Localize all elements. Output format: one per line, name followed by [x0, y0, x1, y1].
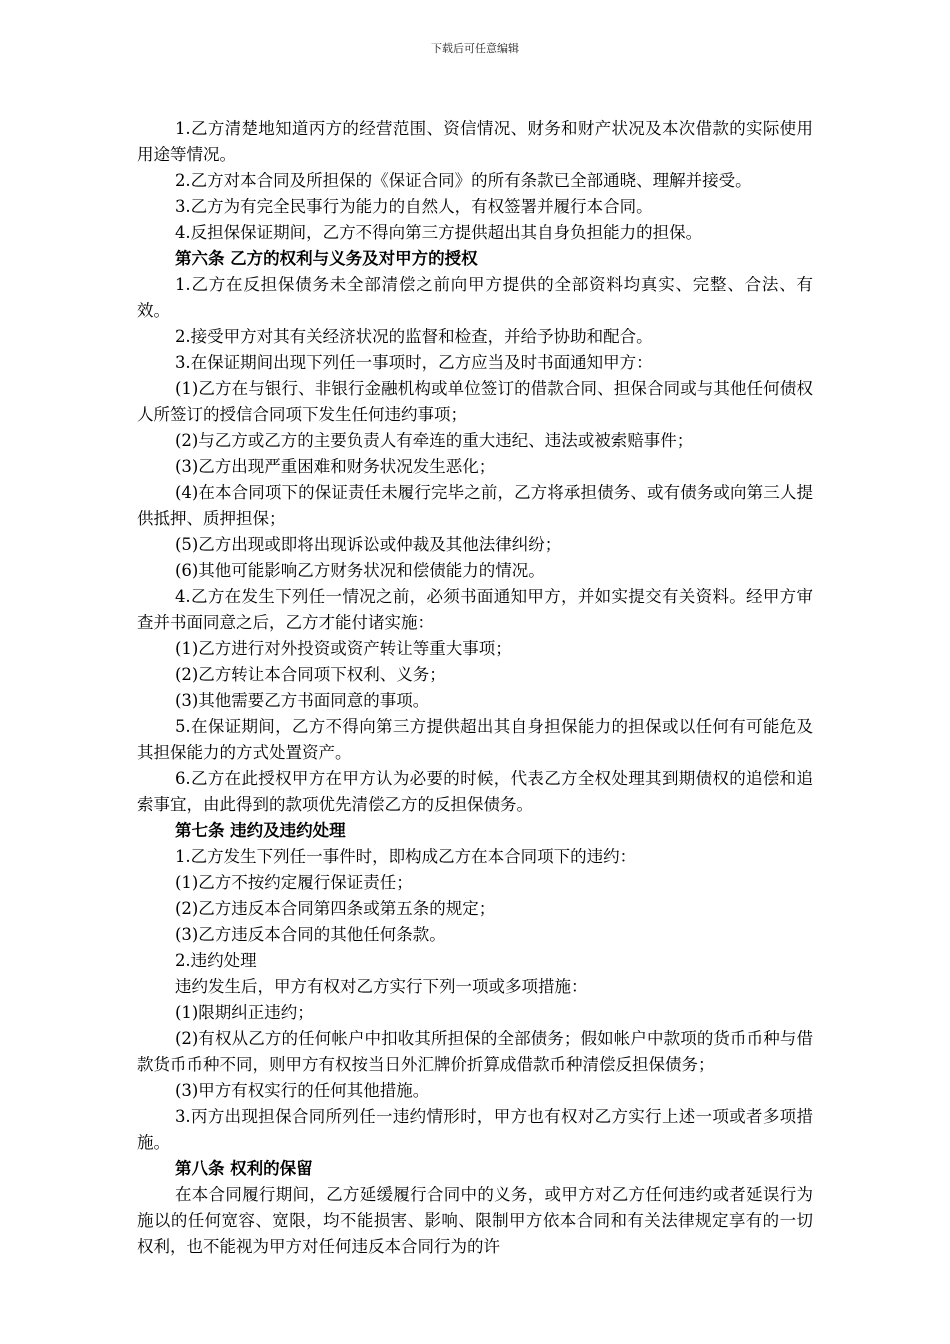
paragraph: 1.乙方在反担保债务未全部清偿之前向甲方提供的全部资料均真实、完整、合法、有效。	[137, 275, 813, 320]
section-heading: 第六条 乙方的权利与义务及对甲方的授权	[174, 249, 478, 268]
paragraph: (1)限期纠正违约；	[174, 1003, 314, 1022]
paragraph: (1)乙方进行对外投资或资产转让等重大事项；	[174, 639, 512, 658]
paragraph: 4.反担保保证期间，乙方不得向第三方提供超出其自身负担能力的担保。	[174, 223, 703, 242]
paragraph: 5.在保证期间，乙方不得向第三方提供超出其自身担保能力的担保或以任何有可能危及其担保能力的方式处置资产。	[137, 717, 813, 762]
document-body	[137, 116, 813, 1260]
paragraph: (6)其他可能影响乙方财务状况和偿债能力的情况。	[174, 561, 545, 580]
paragraph: 违约发生后，甲方有权对乙方实行下列一项或多项措施：	[174, 977, 588, 996]
paragraph: 6.乙方在此授权甲方在甲方认为必要的时候，代表乙方全权处理其到期债权的追偿和追索事宜，由此得到的款项优先清偿乙方的反担保债务。	[137, 769, 813, 814]
paragraph: (2)有权从乙方的任何帐户中扣收其所担保的全部债务；假如帐户中款项的货币币种与借款货币币种不同，则甲方有权按当日外汇牌价折算成借款币种清偿反担保债务；	[137, 1029, 813, 1074]
section-heading: 第七条 违约及违约处理	[174, 821, 346, 840]
paragraph: 2.乙方对本合同及所担保的《保证合同》的所有条款已全部通晓、理解并接受。	[174, 171, 752, 190]
paragraph: (2)乙方转让本合同项下权利、义务；	[174, 665, 446, 684]
section-heading: 第八条 权利的保留	[174, 1159, 313, 1178]
paragraph: 3.乙方为有完全民事行为能力的自然人，有权签署并履行本合同。	[174, 197, 653, 216]
paragraph: (1)乙方在与银行、非银行金融机构或单位签订的借款合同、担保合同或与其他任何债权人所签订的授信合同项下发生任何违约事项；	[137, 379, 813, 424]
paragraph: 在本合同履行期间，乙方延缓履行合同中的义务，或甲方对乙方任何违约或者延误行为施以的任何宽容、宽限，均不能损害、影响、限制甲方依本合同和有关法律规定享有的一切权利，也不能视为甲方对任何违反本合同行为的许	[137, 1185, 813, 1256]
paragraph: 2.违约处理	[174, 951, 257, 970]
paragraph: 4.乙方在发生下列任一情况之前，必须书面通知甲方，并如实提交有关资料。经甲方审查并书面同意之后，乙方才能付诸实施：	[137, 587, 813, 632]
paragraph: 1.乙方发生下列任一事件时，即构成乙方在本合同项下的违约：	[174, 847, 637, 866]
paragraph: (1)乙方不按约定履行保证责任；	[174, 873, 413, 892]
paragraph: 3.丙方出现担保合同所列任一违约情形时，甲方也有权对乙方实行上述一项或者多项措施。	[137, 1107, 813, 1152]
paragraph: (3)乙方出现严重困难和财务状况发生恶化；	[174, 457, 496, 476]
paragraph: (2)乙方违反本合同第四条或第五条的规定；	[174, 899, 496, 918]
paragraph: 2.接受甲方对其有关经济状况的监督和检查，并给予协助和配合。	[174, 327, 653, 346]
paragraph: (5)乙方出现或即将出现诉讼或仲裁及其他法律纠纷；	[174, 535, 562, 554]
page-header: 下载后可任意编辑	[431, 42, 519, 55]
paragraph: (4)在本合同项下的保证责任未履行完毕之前，乙方将承担债务、或有债务或向第三人提供抵押、质押担保；	[137, 483, 813, 528]
paragraph: 3.在保证期间出现下列任一事项时，乙方应当及时书面通知甲方：	[174, 353, 653, 372]
paragraph: 1.乙方清楚地知道丙方的经营范围、资信情况、财务和财产状况及本次借款的实际使用用途等情况。	[137, 119, 813, 164]
paragraph: (3)其他需要乙方书面同意的事项。	[174, 691, 430, 710]
paragraph: (2)与乙方或乙方的主要负责人有牵连的重大违纪、违法或被索赔事件；	[174, 431, 694, 450]
paragraph: (3)甲方有权实行的任何其他措施。	[174, 1081, 430, 1100]
paragraph: (3)乙方违反本合同的其他任何条款。	[174, 925, 446, 944]
